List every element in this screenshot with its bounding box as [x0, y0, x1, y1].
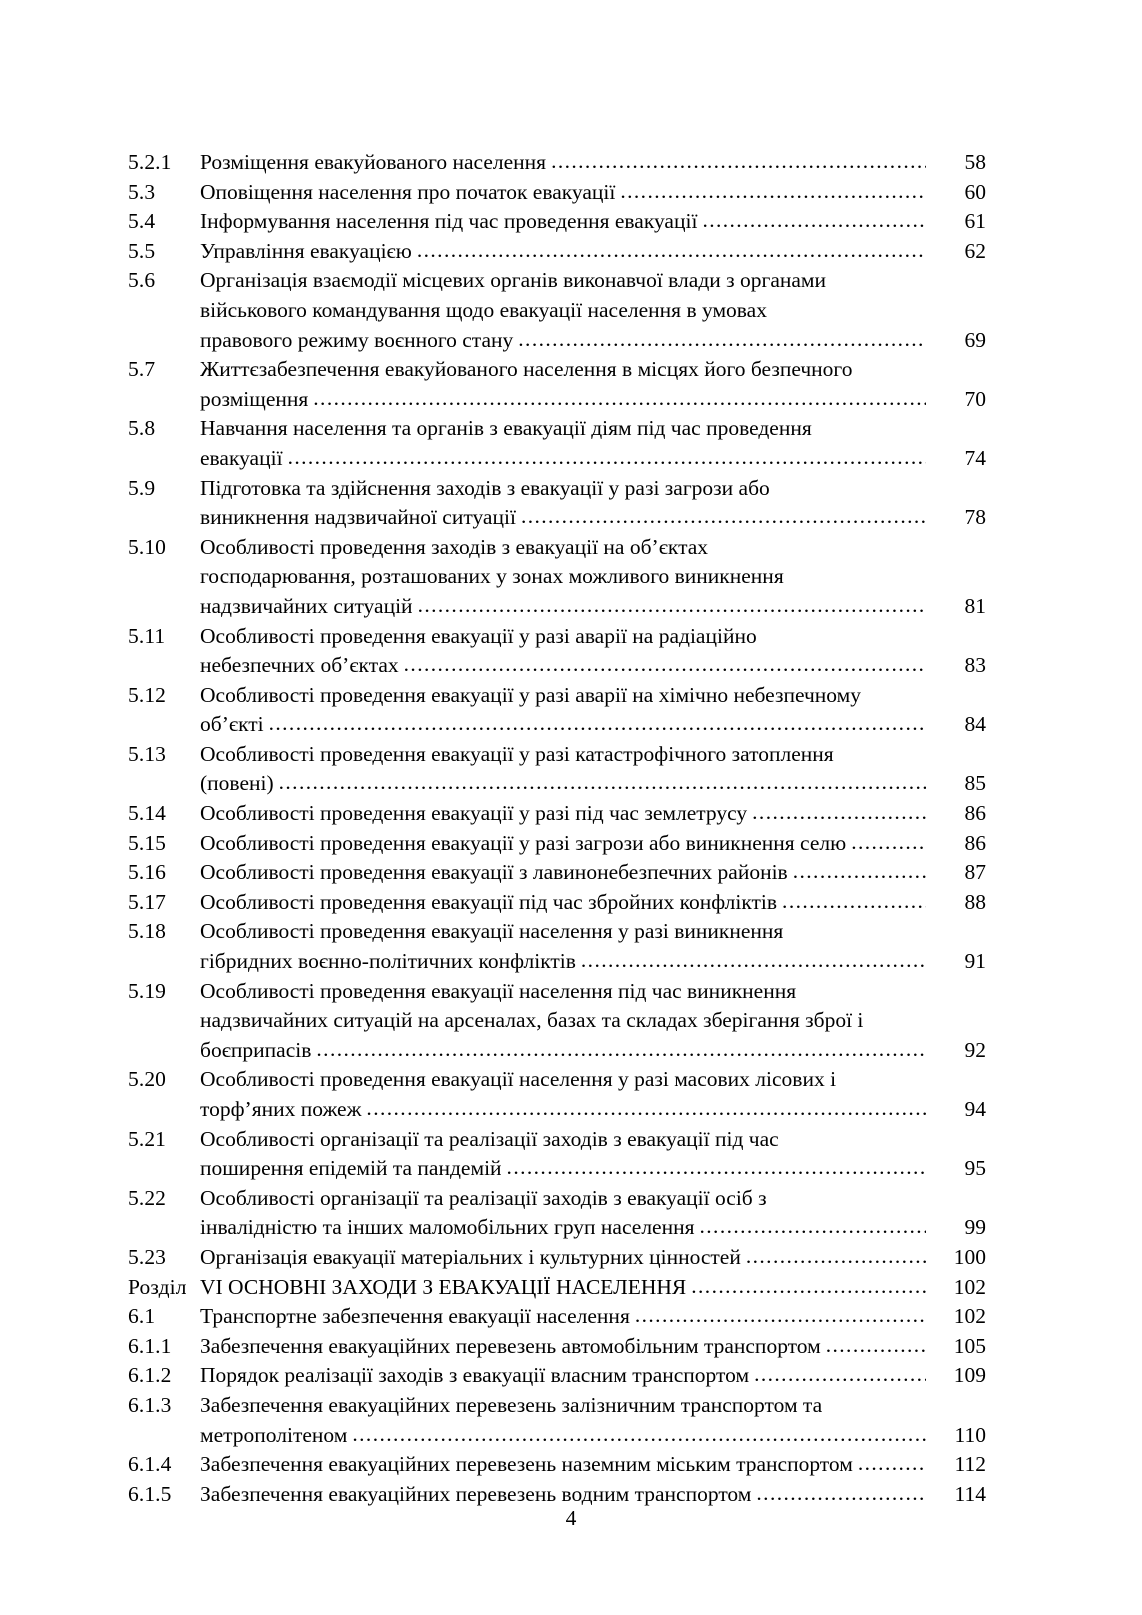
toc-entry-body [200, 1361, 986, 1391]
toc-entry[interactable] [128, 266, 986, 355]
table-of-contents [128, 148, 986, 1509]
toc-entry-title: Забезпечення евакуаційних перевезень водним транспортом [200, 1481, 752, 1506]
toc-entry-body [200, 829, 986, 859]
toc-entry-title: Особливості проведення евакуації у разі аварії на радіаційно [200, 623, 757, 648]
toc-entry-title: Організація евакуації матеріальних і культурних цінностей [200, 1244, 741, 1269]
toc-entry-number: 5.10 [128, 534, 167, 559]
toc-entry-body [200, 1302, 986, 1332]
dot-leader [313, 384, 926, 414]
toc-entry-line [200, 1213, 986, 1243]
toc-entry-page-number: 61 [964, 209, 986, 234]
toc-entry-page-number: 86 [964, 801, 986, 826]
toc-entry-number: 5.4 [128, 209, 156, 234]
toc-entry-body [200, 917, 986, 976]
toc-entry[interactable] [128, 858, 986, 888]
toc-entry[interactable] [128, 1361, 986, 1391]
toc-entry-line [200, 266, 986, 296]
toc-entry-title: Підготовка та здійснення заходів з евакуації у разі загрози або [200, 475, 770, 500]
toc-entry-title: Організація взаємодії місцевих органів виконавчої влади з органами [200, 268, 827, 293]
toc-entry-page-number: 58 [964, 150, 986, 174]
dot-leader [581, 946, 926, 976]
toc-entry-body [200, 1243, 986, 1273]
toc-entry-title: VI ОСНОВНІ ЗАХОДИ З ЕВАКУАЦІЇ НАСЕЛЕННЯ [200, 1274, 687, 1299]
dot-leader [700, 1212, 927, 1242]
toc-entry-page-number: 100 [953, 1244, 986, 1269]
dot-leader [551, 147, 926, 177]
toc-entry-number: 5.5 [128, 238, 156, 263]
toc-entry-line [200, 1154, 986, 1184]
toc-entry-line [200, 178, 986, 208]
toc-entry[interactable] [128, 1125, 986, 1184]
toc-entry-line [200, 148, 986, 178]
toc-entry-title: надзвичайних ситуацій [200, 593, 413, 618]
toc-entry-number: 5.8 [128, 416, 156, 441]
toc-entry-line [200, 1361, 986, 1391]
toc-entry-line [200, 858, 986, 888]
toc-entry-body [200, 533, 986, 622]
toc-entry-page-number: 70 [964, 386, 986, 411]
toc-entry-title: розміщення [200, 386, 309, 411]
toc-entry[interactable] [128, 237, 986, 267]
toc-entry-line [200, 769, 986, 799]
toc-entry-line [200, 622, 986, 652]
toc-entry[interactable] [128, 1065, 986, 1124]
toc-entry-body [200, 148, 986, 178]
toc-entry-title: торф’яних пожеж [200, 1097, 362, 1121]
toc-entry-body [200, 266, 986, 355]
toc-entry-title: Забезпечення евакуаційних перевезень автомобільним транспортом [200, 1333, 821, 1358]
dot-leader [366, 1094, 926, 1124]
toc-entry-number: 5.12 [128, 682, 167, 707]
toc-entry-number: 5.13 [128, 741, 167, 766]
toc-entry[interactable] [128, 1243, 986, 1273]
toc-entry-body [200, 1273, 986, 1303]
toc-entry-title: Транспортне забезпечення евакуації населення [200, 1304, 630, 1329]
dot-leader [418, 591, 926, 621]
toc-entry-line [200, 888, 986, 918]
toc-entry-page-number: 105 [953, 1333, 986, 1358]
toc-entry-number: 5.9 [128, 475, 156, 500]
toc-entry[interactable] [128, 1391, 986, 1450]
toc-entry-page-number: 87 [964, 860, 986, 885]
toc-entry[interactable] [128, 799, 986, 829]
toc-entry-page-number: 84 [964, 712, 986, 737]
toc-section-entry[interactable] [128, 1273, 986, 1303]
dot-leader [404, 650, 926, 680]
toc-entry-number: 5.16 [128, 860, 167, 885]
dot-leader [851, 828, 926, 858]
toc-entry[interactable] [128, 829, 986, 859]
toc-entry-page-number: 92 [964, 1037, 986, 1062]
toc-entry-body [200, 681, 986, 740]
toc-entry-line [200, 562, 986, 592]
dot-leader [518, 325, 926, 355]
toc-entry-line [200, 296, 986, 326]
toc-entry-title: військового командування щодо евакуації населення в умовах [200, 297, 767, 322]
toc-entry-line [200, 1243, 986, 1273]
toc-entry-page-number: 86 [964, 830, 986, 855]
toc-entry-body [200, 740, 986, 799]
toc-entry-body [200, 474, 986, 533]
dot-leader [754, 1360, 926, 1390]
toc-entry-title: Особливості організації та реалізації заходів з евакуації під час [200, 1126, 779, 1151]
toc-entry[interactable] [128, 977, 986, 1066]
dot-leader [417, 236, 926, 266]
toc-entry-title: Особливості проведення евакуації з лавинонебезпечних районів [200, 860, 788, 885]
toc-entry[interactable] [128, 207, 986, 237]
toc-entry-line [200, 1095, 986, 1125]
dot-leader [782, 887, 926, 917]
toc-entry-title: виникнення надзвичайної ситуації [200, 505, 516, 530]
toc-entry-title: Особливості проведення евакуації населення під час виникнення [200, 978, 797, 1003]
toc-entry[interactable] [128, 1332, 986, 1362]
toc-entry-number: 5.20 [128, 1067, 167, 1092]
toc-entry-page-number: 69 [964, 327, 986, 352]
dot-leader [635, 1301, 926, 1331]
toc-entry-body [200, 1125, 986, 1184]
toc-entry-title: Забезпечення евакуаційних перевезень наземним міським транспортом [200, 1452, 853, 1477]
toc-entry-page-number: 85 [964, 771, 986, 796]
dot-leader [752, 798, 926, 828]
toc-entry-body [200, 1065, 986, 1124]
toc-entry[interactable] [128, 474, 986, 533]
toc-entry[interactable] [128, 355, 986, 414]
toc-entry-line [200, 829, 986, 859]
toc-entry-body [200, 1332, 986, 1362]
dot-leader [826, 1331, 926, 1361]
toc-entry-line [200, 917, 986, 947]
dot-leader [288, 443, 926, 473]
toc-entry-number: 5.17 [128, 889, 167, 914]
toc-entry[interactable] [128, 178, 986, 208]
toc-entry-title: об’єкті [200, 712, 264, 737]
toc-entry-title: метрополітеном [200, 1422, 348, 1447]
toc-entry-page-number: 112 [954, 1452, 986, 1477]
dot-leader [858, 1449, 926, 1479]
toc-entry-line [200, 592, 986, 622]
toc-entry-title: Особливості проведення евакуації під час збройних конфліктів [200, 889, 778, 914]
toc-entry[interactable] [128, 1184, 986, 1243]
toc-entry-line [200, 326, 986, 356]
dot-leader [793, 857, 926, 887]
toc-entry-number: 5.2.1 [128, 150, 172, 174]
toc-entry[interactable] [128, 888, 986, 918]
dot-leader [269, 709, 926, 739]
toc-entry-line [200, 710, 986, 740]
toc-entry-page-number: 88 [964, 889, 986, 914]
toc-entry-title: Особливості проведення евакуації населення у разі виникнення [200, 919, 784, 944]
toc-entry-title: Особливості проведення заходів з евакуації на об’єктах [200, 534, 709, 559]
toc-entry-title: Розміщення евакуйованого населення [200, 150, 547, 174]
toc-entry-number: 6.1.5 [128, 1481, 172, 1506]
toc-entry-line [200, 1184, 986, 1214]
toc-entry-line [200, 1125, 986, 1155]
toc-entry-page-number: 83 [964, 653, 986, 678]
toc-entry-title: гібридних воєнно-політичних конфліктів [200, 949, 576, 974]
toc-entry-body [200, 1450, 986, 1480]
toc-entry-number: 5.7 [128, 357, 156, 382]
toc-entry-body [200, 1391, 986, 1450]
toc-entry-title: Управління евакуацією [200, 238, 412, 263]
toc-entry-title: Особливості проведення евакуації у разі катастрофічного затоплення [200, 741, 834, 766]
toc-entry-line [200, 414, 986, 444]
toc-entry-number: 5.18 [128, 919, 167, 944]
toc-entry-line [200, 1006, 986, 1036]
toc-entry-page-number: 91 [964, 949, 986, 974]
toc-entry-page-number: 74 [964, 445, 986, 470]
toc-entry-line [200, 740, 986, 770]
toc-entry-title: евакуації [200, 445, 283, 470]
toc-entry-title: Особливості організації та реалізації заходів з евакуації осіб з [200, 1185, 767, 1210]
toc-entry-line [200, 1421, 986, 1451]
toc-entry-title: надзвичайних ситуацій на арсеналах, базах та складах зберігання зброї і [200, 1008, 864, 1033]
toc-entry-number: 6.1 [128, 1304, 156, 1329]
toc-entry-line [200, 385, 986, 415]
toc-entry-body [200, 888, 986, 918]
toc-entry[interactable] [128, 1450, 986, 1480]
toc-entry-page-number: 114 [954, 1481, 986, 1506]
toc-entry-line [200, 1332, 986, 1362]
dot-leader [279, 768, 926, 798]
toc-entry-body [200, 355, 986, 414]
toc-entry[interactable] [128, 681, 986, 740]
toc-entry-page-number: 62 [964, 238, 986, 263]
toc-entry-line [200, 207, 986, 237]
toc-entry-title: Навчання населення та органів з евакуації діям під час проведення [200, 416, 812, 441]
toc-entry-line [200, 1391, 986, 1421]
toc-entry-title: Інформування населення під час проведення евакуації [200, 209, 698, 234]
toc-entry-title: правового режиму воєнного стану [200, 327, 514, 352]
toc-entry-number: 5.15 [128, 830, 167, 855]
dot-leader [756, 1479, 926, 1509]
toc-entry[interactable] [128, 740, 986, 799]
toc-entry-number: Розділ [128, 1274, 187, 1299]
toc-entry-number: 5.22 [128, 1185, 167, 1210]
toc-entry-line [200, 355, 986, 385]
toc-entry-line [200, 799, 986, 829]
toc-entry-title: Порядок реалізації заходів з евакуації власним транспортом [200, 1363, 750, 1388]
toc-entry-line [200, 947, 986, 977]
toc-entry-title: Оповіщення населення про початок евакуації [200, 179, 616, 204]
toc-entry-title: Особливості проведення евакуації у разі під час землетрусу [200, 801, 748, 826]
toc-entry[interactable] [128, 1302, 986, 1332]
toc-entry-line [200, 977, 986, 1007]
toc-entry-page-number: 99 [964, 1215, 986, 1240]
toc-entry-body [200, 858, 986, 888]
toc-entry-line [200, 503, 986, 533]
toc-entry-title: Особливості проведення евакуації населення у разі масових лісових і [200, 1067, 837, 1092]
toc-entry-number: 6.1.3 [128, 1392, 172, 1417]
toc-entry-line [200, 1065, 986, 1095]
toc-entry-title: (повені) [200, 771, 274, 796]
toc-entry[interactable] [128, 622, 986, 681]
toc-entry-body [200, 237, 986, 267]
toc-entry-page-number: 95 [964, 1156, 986, 1181]
toc-entry-number: 5.23 [128, 1244, 167, 1269]
page-folio-number: 4 [565, 1506, 577, 1530]
toc-entry-body [200, 178, 986, 208]
dot-leader [316, 1035, 926, 1065]
toc-entry-title: Життєзабезпечення евакуйованого населення в місцях його безпечного [200, 357, 853, 382]
dot-leader [702, 206, 926, 236]
toc-entry-page-number: 81 [964, 593, 986, 618]
toc-entry-body [200, 207, 986, 237]
toc-entry-body [200, 799, 986, 829]
toc-entry[interactable] [128, 917, 986, 976]
dot-leader [507, 1153, 926, 1183]
toc-entry-line [200, 1273, 986, 1303]
toc-entry-number: 5.6 [128, 268, 156, 293]
toc-entry-number: 5.14 [128, 801, 167, 826]
toc-entry-page-number: 109 [953, 1363, 986, 1388]
toc-entry-page-number: 78 [964, 505, 986, 530]
dot-leader [691, 1272, 926, 1302]
toc-entry-title: поширення епідемій та пандемій [200, 1156, 502, 1181]
toc-entry-title: небезпечних об’єктах [200, 653, 399, 678]
toc-entry-line [200, 651, 986, 681]
toc-entry-number: 5.21 [128, 1126, 167, 1151]
toc-entry-number: 5.19 [128, 978, 167, 1003]
toc-entry[interactable] [128, 414, 986, 473]
dot-leader [352, 1420, 926, 1450]
toc-entry-page-number: 102 [953, 1274, 986, 1299]
toc-entry-title: боєприпасів [200, 1037, 312, 1062]
toc-entry-title: господарювання, розташованих у зонах можливого виникнення [200, 564, 784, 589]
toc-entry-line [200, 1302, 986, 1332]
toc-entry-number: 5.3 [128, 179, 156, 204]
toc-entry-title: інвалідністю та інших маломобільних груп населення [200, 1215, 695, 1240]
toc-entry-page-number: 60 [964, 179, 986, 204]
toc-entry-number: 6.1.2 [128, 1363, 172, 1388]
dot-leader [521, 502, 926, 532]
toc-entry-number: 5.11 [128, 623, 166, 648]
toc-entry-line [200, 1450, 986, 1480]
toc-entry-body [200, 414, 986, 473]
toc-entry-body [200, 622, 986, 681]
toc-entry-page-number: 94 [964, 1097, 986, 1121]
toc-entry-line [200, 533, 986, 563]
toc-entry-line [200, 444, 986, 474]
toc-entry-line [200, 681, 986, 711]
toc-entry-body [200, 977, 986, 1066]
dot-leader [620, 177, 926, 207]
toc-entry-line [200, 237, 986, 267]
toc-entry-number: 6.1.4 [128, 1452, 172, 1477]
toc-entry-page-number: 110 [954, 1422, 986, 1447]
toc-entry-body [200, 1184, 986, 1243]
toc-entry-page-number: 102 [953, 1304, 986, 1329]
toc-entry-title: Забезпечення евакуаційних перевезень залізничним транспортом та [200, 1392, 823, 1417]
toc-entry-title: Особливості проведення евакуації у разі загрози або виникнення селю [200, 830, 847, 855]
toc-entry-title: Особливості проведення евакуації у разі аварії на хімічно небезпечному [200, 682, 861, 707]
toc-entry[interactable] [128, 533, 986, 622]
toc-entry-line [200, 1036, 986, 1066]
toc-entry-line [200, 474, 986, 504]
toc-entry-number: 6.1.1 [128, 1333, 172, 1358]
dot-leader [746, 1242, 926, 1272]
toc-entry[interactable] [128, 148, 986, 178]
